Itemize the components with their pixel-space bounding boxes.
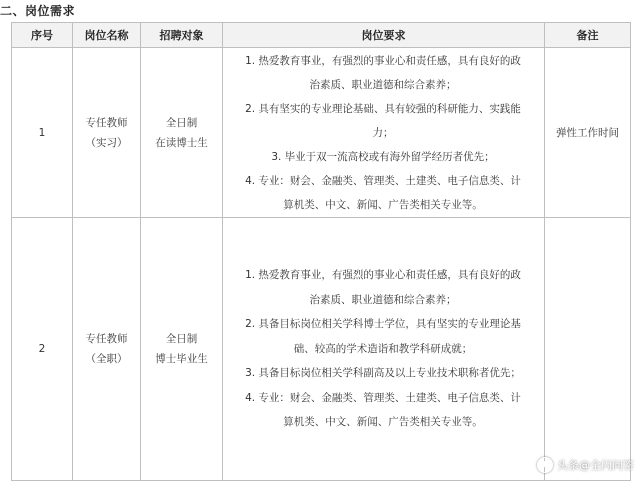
- cell-requirements: [223, 48, 545, 218]
- position-name: 专任教师: [85, 116, 128, 129]
- table-row: [12, 48, 631, 218]
- target-group: 博士毕业生: [155, 353, 208, 365]
- requirement-line: 1. 热爱教育事业，有强烈的事业心和责任感，具有良好的政: [245, 54, 521, 67]
- section-title: 二、岗位需求: [0, 4, 76, 18]
- position-name: 专任教师: [85, 333, 128, 345]
- target-group: 在读博士生: [155, 136, 208, 149]
- cell-target: [141, 48, 223, 218]
- requirement-line: 治素质、职业道德和综合素养；: [309, 293, 457, 306]
- cell-requirements: [223, 218, 545, 481]
- requirement-line: 3. 具备目标岗位相关学科副高及以上专业技术职称者优先；: [245, 367, 521, 380]
- header-no: 序号: [12, 23, 73, 48]
- cell-position: [73, 48, 141, 218]
- cell-note: 弹性工作时间: [545, 48, 631, 218]
- cell-note: [545, 218, 631, 481]
- cell-no: 1: [12, 48, 73, 218]
- cell-target: [141, 218, 223, 481]
- requirement-line: 3. 毕业于双一流高校或有海外留学经历者优先；: [271, 150, 495, 163]
- header-position: 岗位名称: [73, 23, 141, 48]
- requirement-line: 治素质、职业道德和综合素养；: [309, 78, 457, 91]
- position-type: （全职）: [85, 353, 128, 365]
- job-requirements-table: [11, 22, 631, 481]
- cell-no: 2: [12, 218, 73, 481]
- target-mode: 全日制: [165, 116, 198, 129]
- table-header-row: [12, 23, 631, 48]
- requirement-line: 4. 专业：财会、金融类、管理类、土建类、电子信息类、计: [245, 391, 521, 404]
- toutiao-logo-icon: [537, 457, 553, 473]
- requirement-line: 算机类、中文、新闻、广告类相关专业等。: [283, 416, 483, 429]
- cell-position: [73, 218, 141, 481]
- requirement-line: 4. 专业：财会、金融类、管理类、土建类、电子信息类、计: [245, 174, 521, 187]
- requirement-line: 力；: [372, 126, 394, 139]
- header-requirements: 岗位要求: [223, 23, 545, 48]
- requirement-line: 1. 热爱教育事业，有强烈的事业心和责任感，具有良好的政: [245, 269, 521, 282]
- header-note: 备注: [545, 23, 631, 48]
- table-row: [12, 218, 631, 481]
- position-type: （实习）: [85, 136, 128, 149]
- watermark-text: 头条@全闪问答: [557, 459, 634, 472]
- requirement-line: 2. 具有坚实的专业理论基础、具有较强的科研能力、实践能: [245, 102, 521, 115]
- requirement-line: 础、较高的学术造诣和教学科研成就；: [293, 342, 473, 355]
- header-target: 招聘对象: [141, 23, 223, 48]
- target-mode: 全日制: [165, 333, 198, 345]
- watermark: [537, 457, 634, 473]
- requirement-line: 算机类、中文、新闻、广告类相关专业等。: [283, 198, 483, 211]
- requirement-line: 2. 具备目标岗位相关学科博士学位，具有坚实的专业理论基: [245, 318, 521, 331]
